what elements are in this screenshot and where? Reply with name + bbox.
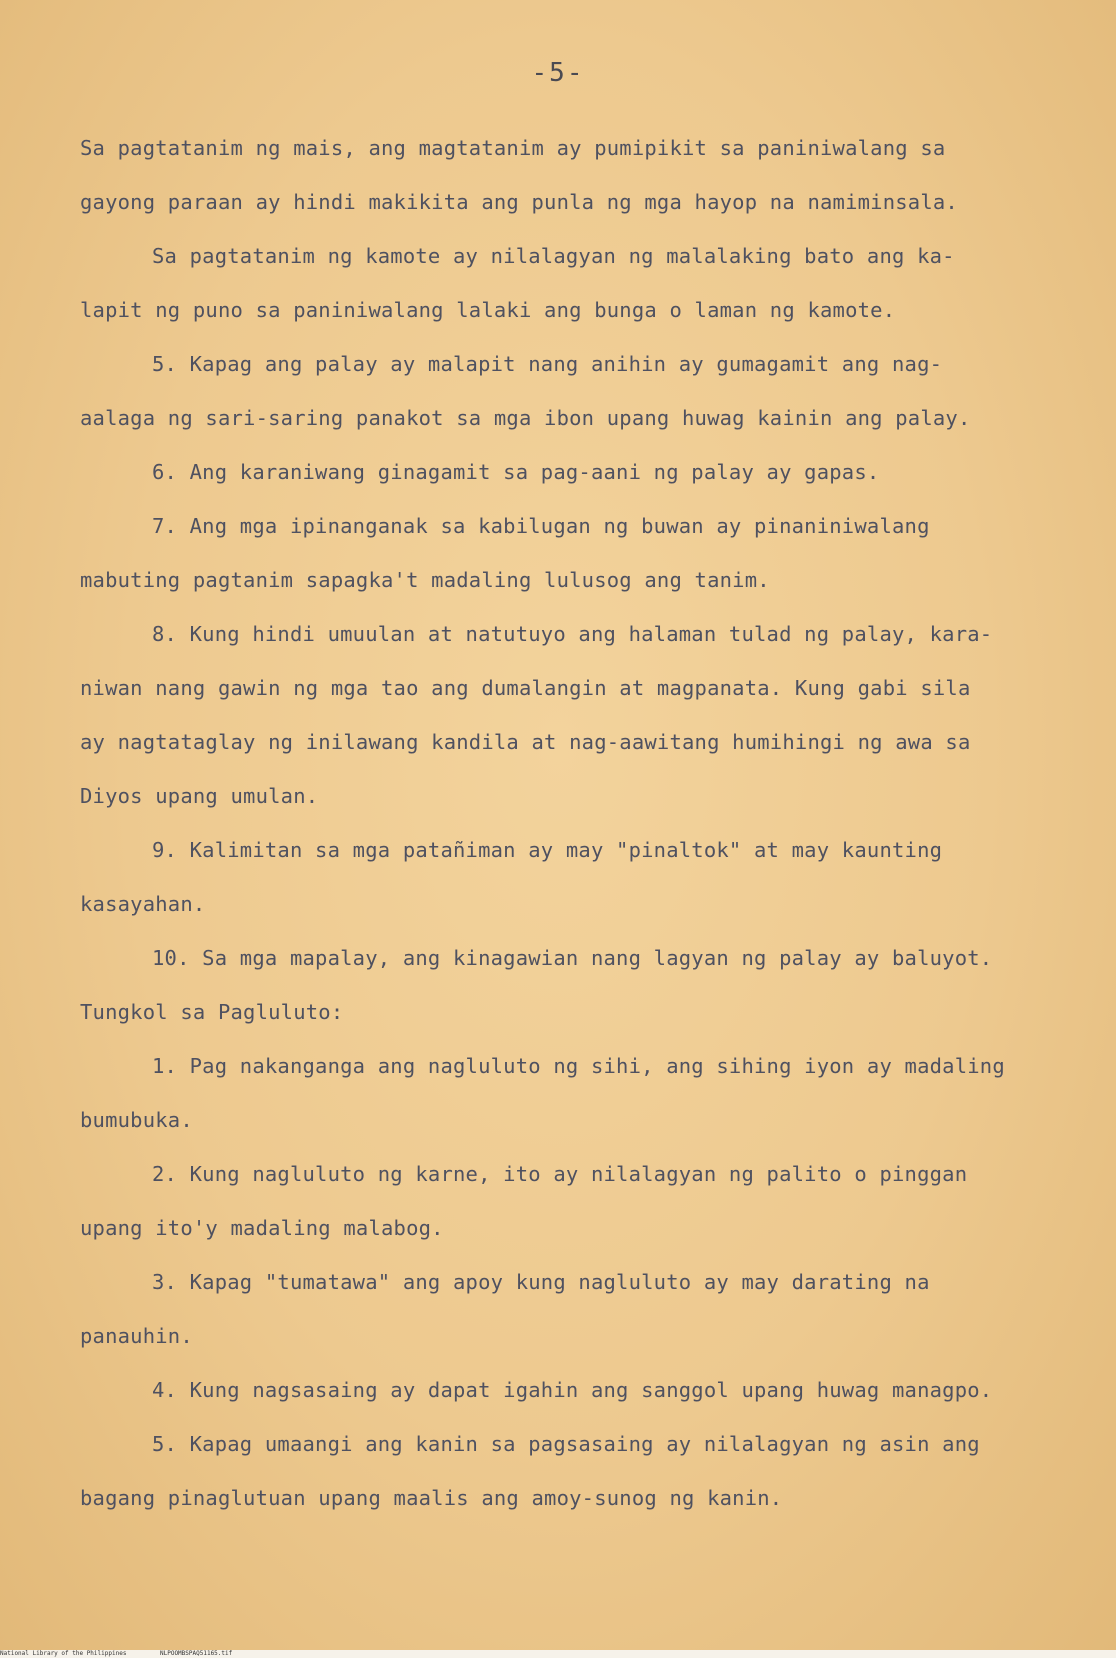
section-heading: Tungkol sa Pagluluto: xyxy=(80,1000,344,1024)
text-line: 10. Sa mga mapalay, ang kinagawian nang lagyan ng palay ay baluyot. xyxy=(152,946,993,970)
text-line: 5. Kapag umaangi ang kanin sa pagsasaing ay nilalagyan ng asin ang xyxy=(152,1432,980,1456)
footer-filename: NLPOOMBSPAQ51165.tif xyxy=(160,1650,233,1657)
page-number: -5- xyxy=(531,58,585,88)
footer-source: National Library of the Philippines xyxy=(0,1650,127,1657)
text-line: 2. Kung nagluluto ng karne, ito ay nilalagyan ng palito o pinggan xyxy=(152,1162,968,1186)
text-line: 7. Ang mga ipinanganak sa kabilugan ng buwan ay pinaniniwalang xyxy=(152,514,930,538)
text-line: Sa pagtatanim ng kamote ay nilalagyan ng malalaking bato ang ka- xyxy=(152,244,955,268)
text-line: 3. Kapag "tumatawa" ang apoy kung nagluluto ay may darating na xyxy=(152,1270,930,1294)
text-line: gayong paraan ay hindi makikita ang punla ng mga hayop na namiminsala. xyxy=(80,190,958,214)
text-line: bumubuka. xyxy=(80,1108,193,1132)
text-line: mabuting pagtanim sapagka't madaling lulusog ang tanim. xyxy=(80,568,770,592)
text-line: 9. Kalimitan sa mga patañiman ay may "pinaltok" at may kaunting xyxy=(152,838,943,862)
text-line: aalaga ng sari-saring panakot sa mga ibon upang huwag kainin ang palay. xyxy=(80,406,971,430)
text-line: 1. Pag nakanganga ang nagluluto ng sihi, ang sihing iyon ay madaling xyxy=(152,1054,1005,1078)
text-line: niwan nang gawin ng mga tao ang dumalangin at magpanata. Kung gabi sila xyxy=(80,676,971,700)
text-line: panauhin. xyxy=(80,1324,193,1348)
text-line: 5. Kapag ang palay ay malapit nang anihin ay gumagamit ang nag- xyxy=(152,352,943,376)
text-line: lapit ng puno sa paniniwalang lalaki ang bunga o laman ng kamote. xyxy=(80,298,896,322)
text-line: Diyos upang umulan. xyxy=(80,784,319,808)
text-line: 8. Kung hindi umuulan at natutuyo ang halaman tulad ng palay, kara- xyxy=(152,622,993,646)
text-line: 4. Kung nagsasaing ay dapat igahin ang sanggol upang huwag managpo. xyxy=(152,1378,993,1402)
text-line: ay nagtataglay ng inilawang kandila at nag-aawitang humihingi ng awa sa xyxy=(80,730,971,754)
scan-footer xyxy=(0,1650,1116,1658)
text-line: bagang pinaglutuan upang maalis ang amoy-sunog ng kanin. xyxy=(80,1486,783,1510)
text-line: upang ito'y madaling malabog. xyxy=(80,1216,444,1240)
text-line: 6. Ang karaniwang ginagamit sa pag-aani ng palay ay gapas. xyxy=(152,460,880,484)
text-line: Sa pagtatanim ng mais, ang magtatanim ay pumipikit sa paniniwalang sa xyxy=(80,136,946,160)
text-line: kasayahan. xyxy=(80,892,206,916)
